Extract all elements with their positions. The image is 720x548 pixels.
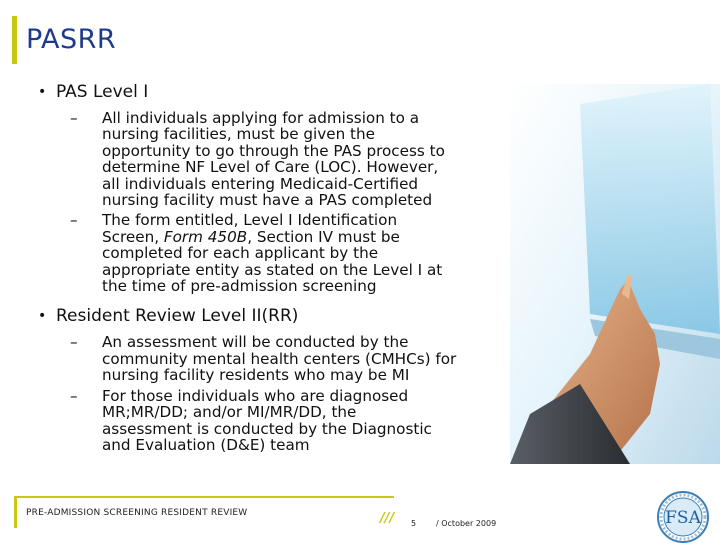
- slide-content: [30, 78, 550, 457]
- footer-title: PRE-ADMISSION SCREENING RESIDENT REVIEW: [26, 508, 248, 518]
- page-title: PASRR: [26, 24, 117, 55]
- footer-accent-bar: [14, 496, 17, 528]
- list-item: – All individuals applying for admission to a nursing facilities, must be given the opportunity to go through the PAS process to determine NF Level of Care (LOC). However, all individuals entering Medicaid-Certified nursing facility must have a PAS completed: [70, 109, 445, 210]
- bullet-icon: •: [38, 84, 47, 100]
- dash-icon: –: [70, 211, 78, 230]
- section-heading: PAS Level I: [56, 82, 149, 102]
- hand-touching-screen-image: [510, 84, 720, 464]
- fsa-seal-logo: [656, 490, 710, 544]
- list-item: – For those individuals who are diagnosed MR;MR/DD; and/or MI/MR/DD, the assessment is conducted by the Diagnostic and Evaluation (D&E) team: [70, 386, 432, 454]
- list-item: – An assessment will be conducted by the community mental health centers (CMHCs) for nursing facility residents who may be MI: [70, 333, 457, 385]
- footer-divider: [14, 496, 394, 498]
- footer-date: / October 2009: [436, 519, 497, 528]
- svg-text:FSA: FSA: [665, 508, 701, 528]
- dash-icon: –: [70, 386, 78, 405]
- section-heading: Resident Review Level II(RR): [56, 306, 299, 327]
- dash-icon: –: [70, 109, 78, 127]
- list-item: – The form entitled, Level I Identification Screen, Form 450B, Section IV must be completed for each applicant by the appropriate entity as stated on the Level I at the time of pre-admission screening: [70, 211, 443, 296]
- section-resident-review: [30, 306, 550, 326]
- dash-icon: –: [70, 333, 78, 352]
- footer-slashes: ///: [380, 511, 395, 526]
- title-accent-bar: [12, 16, 17, 64]
- page-number: 5: [411, 519, 417, 528]
- bullet-icon: •: [38, 308, 47, 325]
- section-pas-level-1: [30, 82, 550, 102]
